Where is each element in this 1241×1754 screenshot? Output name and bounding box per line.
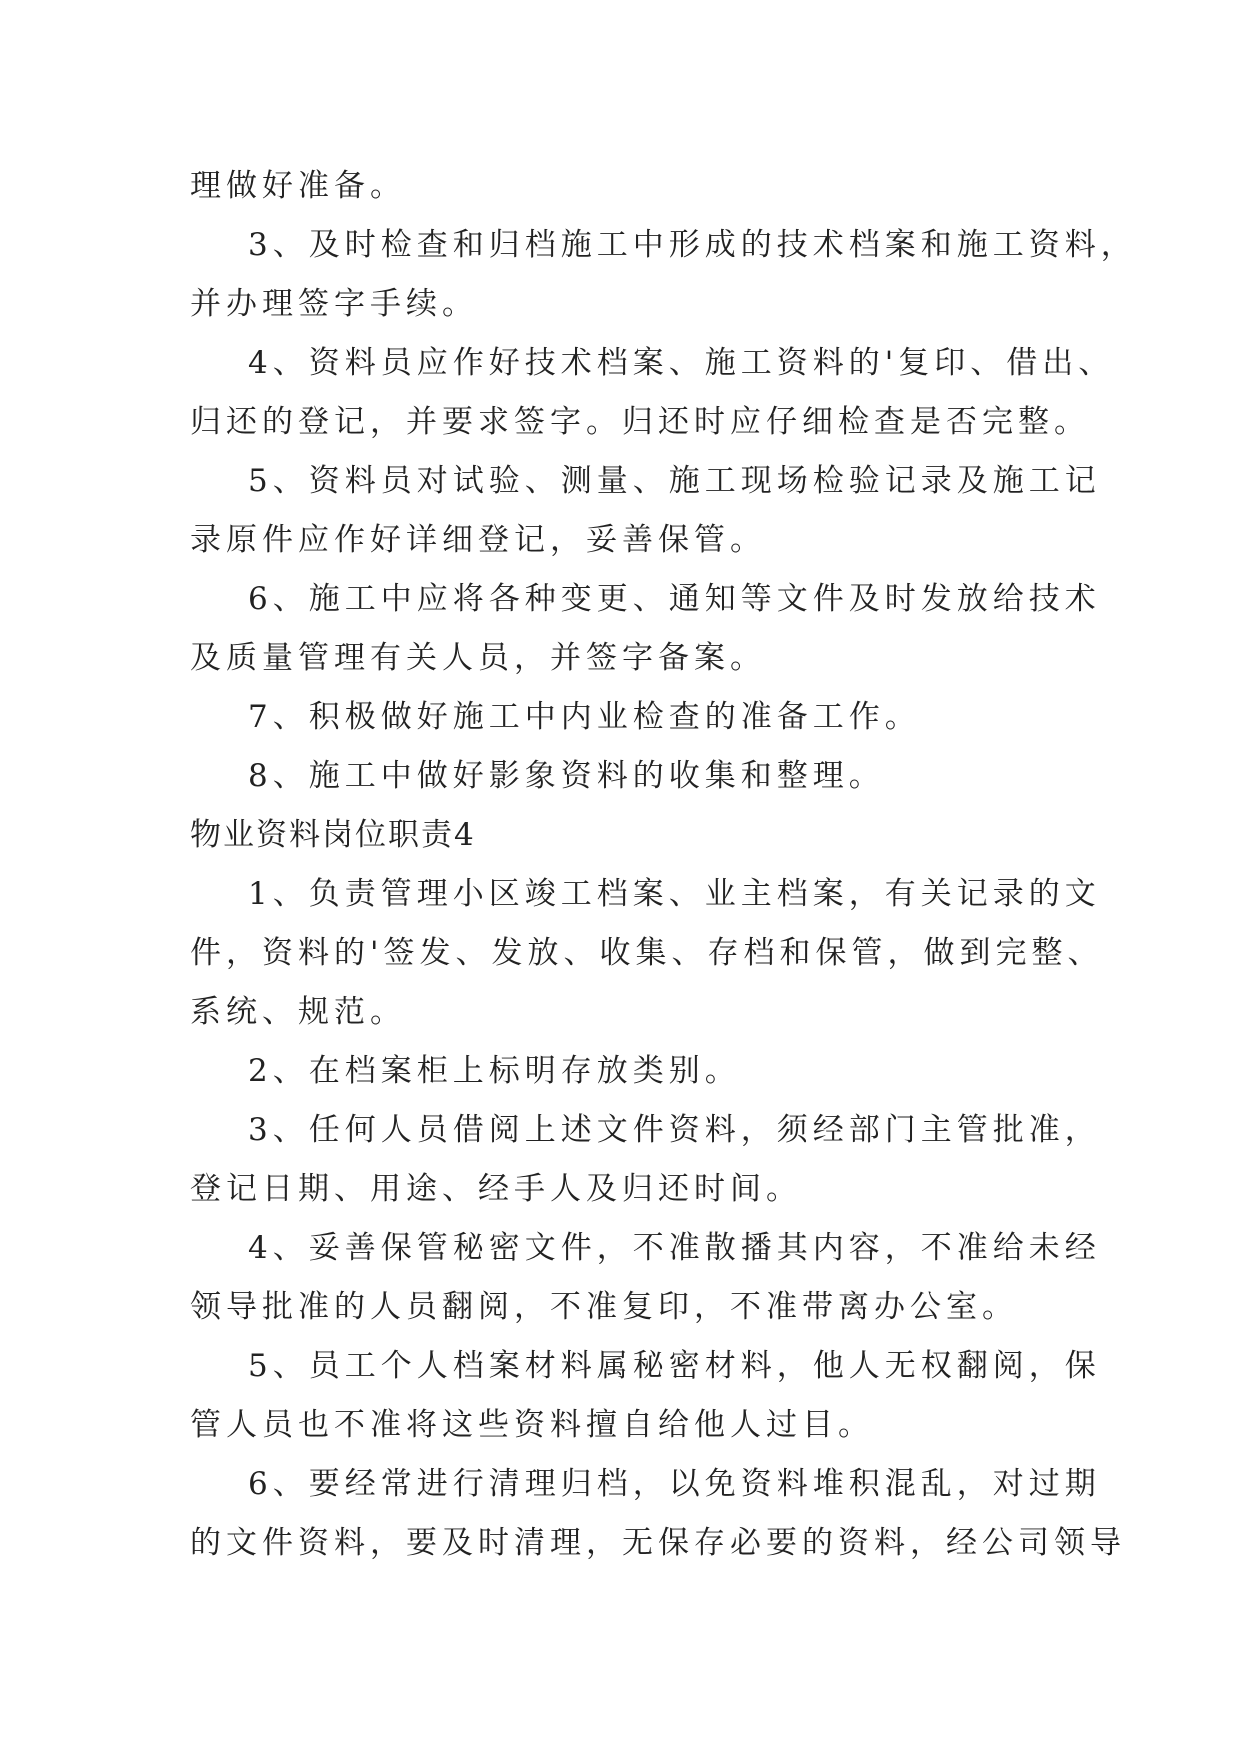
text-line: 4、资料员应作好技术档案、施工资料的'复印、借出、 bbox=[248, 345, 1115, 381]
text-line: 6、施工中应将各种变更、通知等文件及时发放给技术 bbox=[248, 581, 1101, 617]
text-line: 登记日期、用途、经手人及归还时间。 bbox=[190, 1171, 802, 1207]
text-line: 3、任何人员借阅上述文件资料，须经部门主管批准， bbox=[248, 1112, 1101, 1148]
text-line: 领导批准的人员翻阅，不准复印，不准带离办公室。 bbox=[190, 1289, 1018, 1325]
text-line: 7、积极做好施工中内业检查的准备工作。 bbox=[248, 699, 921, 735]
text-line: 5、员工个人档案材料属秘密材料，他人无权翻阅，保 bbox=[248, 1348, 1101, 1384]
text-line: 6、要经常进行清理归档，以免资料堆积混乱，对过期 bbox=[248, 1466, 1101, 1502]
text-line: 3、及时检查和归档施工中形成的技术档案和施工资料， bbox=[248, 227, 1137, 263]
text-line: 归还的登记，并要求签字。归还时应仔细检查是否完整。 bbox=[190, 404, 1090, 440]
text-line: 及质量管理有关人员，并签字备案。 bbox=[190, 640, 766, 676]
text-line: 管人员也不准将这些资料擅自给他人过目。 bbox=[190, 1407, 874, 1443]
text-line: 5、资料员对试验、测量、施工现场检验记录及施工记 bbox=[248, 463, 1101, 499]
section-heading: 物业资料岗位职责4 bbox=[190, 817, 476, 853]
text-line: 8、施工中做好影象资料的收集和整理。 bbox=[248, 758, 885, 794]
text-line: 的文件资料，要及时清理，无保存必要的资料，经公司领导 bbox=[190, 1525, 1126, 1561]
text-line: 理做好准备。 bbox=[190, 168, 406, 204]
text-line: 系统、规范。 bbox=[190, 994, 406, 1030]
text-line: 4、妥善保管秘密文件，不准散播其内容，不准给未经 bbox=[248, 1230, 1101, 1266]
text-line: 1、负责管理小区竣工档案、业主档案，有关记录的文 bbox=[248, 876, 1101, 912]
text-line: 并办理签字手续。 bbox=[190, 286, 478, 322]
text-line: 件，资料的'签发、发放、收集、存档和保管，做到完整、 bbox=[190, 935, 1104, 971]
text-line: 录原件应作好详细登记，妥善保管。 bbox=[190, 522, 766, 558]
text-line: 2、在档案柜上标明存放类别。 bbox=[248, 1053, 741, 1089]
